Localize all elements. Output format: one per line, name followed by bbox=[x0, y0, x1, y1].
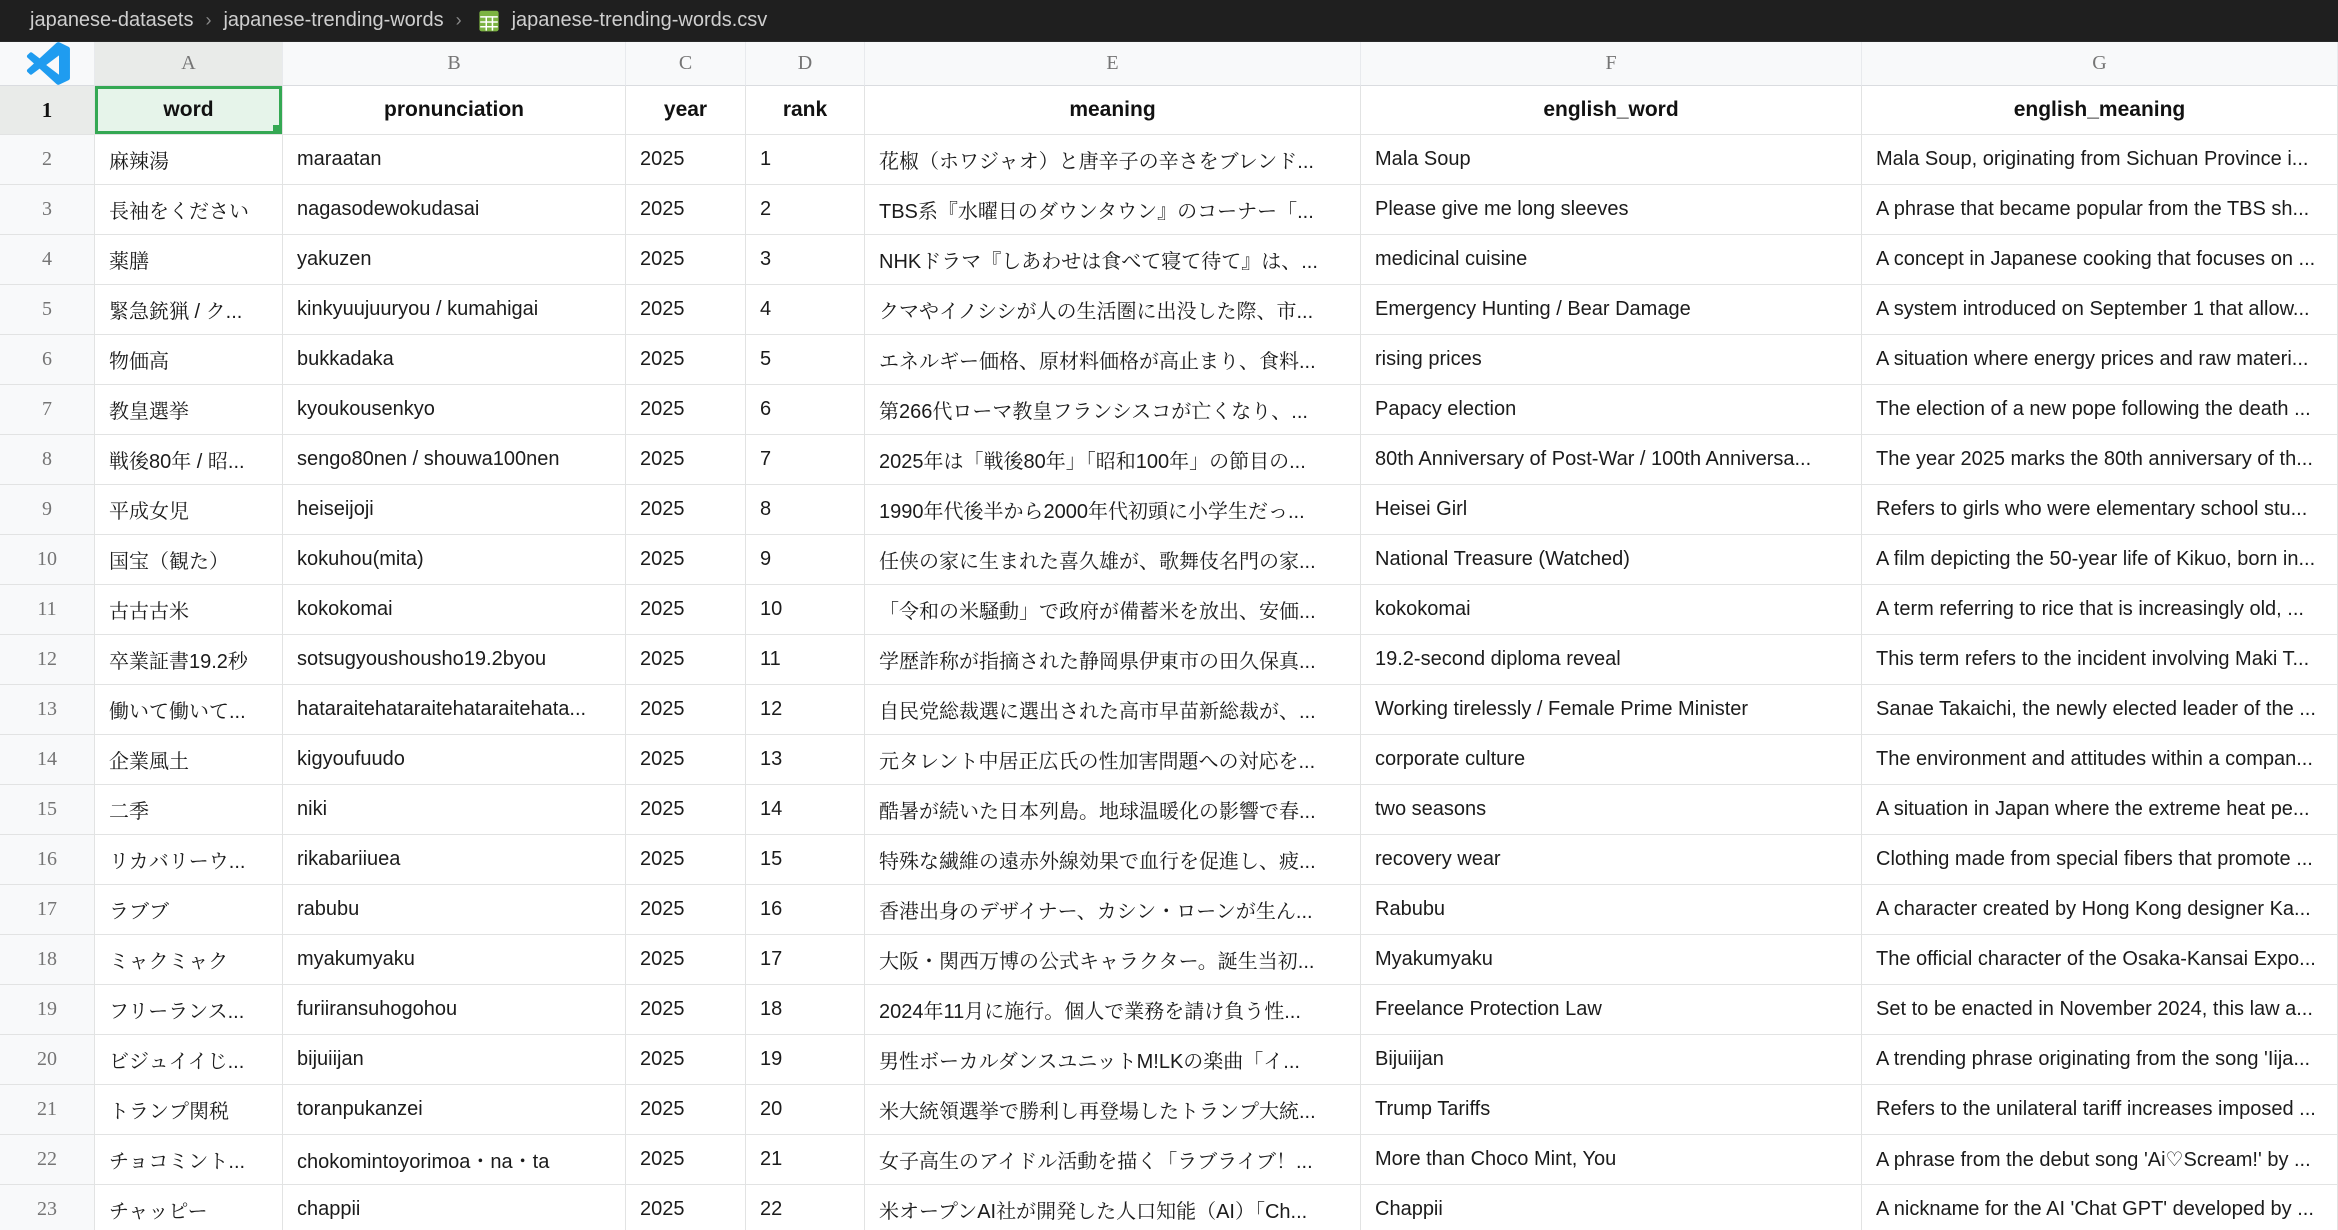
cell-B13[interactable]: hataraitehataraitehataraitehata... bbox=[283, 685, 626, 735]
cell-C2[interactable]: 2025 bbox=[626, 135, 746, 185]
cell-D12[interactable]: 11 bbox=[746, 635, 865, 685]
cell-B3[interactable]: nagasodewokudasai bbox=[283, 185, 626, 235]
cell-F19[interactable]: Freelance Protection Law bbox=[1361, 985, 1862, 1035]
cell-G21[interactable]: Refers to the unilateral tariff increases imposed ... bbox=[1862, 1085, 2338, 1135]
cell-G4[interactable]: A concept in Japanese cooking that focuses on ... bbox=[1862, 235, 2338, 285]
cell-B7[interactable]: kyoukousenkyo bbox=[283, 385, 626, 435]
cell-E13[interactable]: 自民党総裁選に選出された高市早苗新総裁が、... bbox=[865, 685, 1361, 735]
cell-F13[interactable]: Working tirelessly / Female Prime Minister bbox=[1361, 685, 1862, 735]
cell-B23[interactable]: chappii bbox=[283, 1185, 626, 1230]
row-number[interactable]: 4 bbox=[0, 235, 95, 285]
cell-E14[interactable]: 元タレント中居正広氏の性加害問題への対応を... bbox=[865, 735, 1361, 785]
table-row bbox=[0, 535, 2338, 585]
column-letters-row bbox=[0, 42, 2338, 86]
cell-G22[interactable]: A phrase from the debut song 'Ai♡Scream!' by ... bbox=[1862, 1135, 2338, 1185]
cell-E16[interactable]: 特殊な繊維の遠赤外線効果で血行を促進し、疲... bbox=[865, 835, 1361, 885]
row-number[interactable]: 3 bbox=[0, 185, 95, 235]
cell-A20[interactable]: ビジュイイじ... bbox=[95, 1035, 283, 1085]
cell-F20[interactable]: Bijuiijan bbox=[1361, 1035, 1862, 1085]
cell-D15[interactable]: 14 bbox=[746, 785, 865, 835]
spreadsheet-grid bbox=[0, 42, 2338, 1230]
cell-E10[interactable]: 任侠の家に生まれた喜久雄が、歌舞伎名門の家... bbox=[865, 535, 1361, 585]
cell-G20[interactable]: A trending phrase originating from the song 'Iija... bbox=[1862, 1035, 2338, 1085]
cell-C11[interactable]: 2025 bbox=[626, 585, 746, 635]
cell-F12[interactable]: 19.2-second diploma reveal bbox=[1361, 635, 1862, 685]
cell-G7[interactable]: The election of a new pope following the death ... bbox=[1862, 385, 2338, 435]
cell-F2[interactable]: Mala Soup bbox=[1361, 135, 1862, 185]
row-number[interactable]: 19 bbox=[0, 985, 95, 1035]
cell-E2[interactable]: 花椒（ホワジャオ）と唐辛子の辛さをブレンド... bbox=[865, 135, 1361, 185]
cell-E11[interactable]: 「令和の米騒動」で政府が備蓄米を放出、安価... bbox=[865, 585, 1361, 635]
table-row bbox=[0, 285, 2338, 335]
cell-F8[interactable]: 80th Anniversary of Post-War / 100th Anniversa... bbox=[1361, 435, 1862, 485]
row-number[interactable]: 17 bbox=[0, 885, 95, 935]
table-row bbox=[0, 135, 2338, 185]
cell-C9[interactable]: 2025 bbox=[626, 485, 746, 535]
cell-C17[interactable]: 2025 bbox=[626, 885, 746, 935]
cell-B16[interactable]: rikabariiuea bbox=[283, 835, 626, 885]
breadcrumb[interactable] bbox=[30, 8, 767, 34]
cell-E20[interactable]: 男性ボーカルダンスユニットM!LKの楽曲「イ... bbox=[865, 1035, 1361, 1085]
cell-G23[interactable]: A nickname for the AI 'Chat GPT' developed by ... bbox=[1862, 1185, 2338, 1230]
row-number[interactable]: 22 bbox=[0, 1135, 95, 1185]
cell-F23[interactable]: Chappii bbox=[1361, 1185, 1862, 1230]
cell-G6[interactable]: A situation where energy prices and raw materi... bbox=[1862, 335, 2338, 385]
cell-B6[interactable]: bukkadaka bbox=[283, 335, 626, 385]
cell-E17[interactable]: 香港出身のデザイナー、カシン・ローンが生ん... bbox=[865, 885, 1361, 935]
cell-G13[interactable]: Sanae Takaichi, the newly elected leader of the ... bbox=[1862, 685, 2338, 735]
cell-F22[interactable]: More than Choco Mint, You bbox=[1361, 1135, 1862, 1185]
row-number[interactable]: 7 bbox=[0, 385, 95, 435]
cell-C3[interactable]: 2025 bbox=[626, 185, 746, 235]
cell-D10[interactable]: 9 bbox=[746, 535, 865, 585]
column-header-G[interactable]: G bbox=[1862, 42, 2338, 86]
cell-D22[interactable]: 21 bbox=[746, 1135, 865, 1185]
cell-D19[interactable]: 18 bbox=[746, 985, 865, 1035]
cell-C21[interactable]: 2025 bbox=[626, 1085, 746, 1135]
cell-B4[interactable]: yakuzen bbox=[283, 235, 626, 285]
cell-A8[interactable]: 戦後80年 / 昭... bbox=[95, 435, 283, 485]
table-row bbox=[0, 735, 2338, 785]
cell-G15[interactable]: A situation in Japan where the extreme heat pe... bbox=[1862, 785, 2338, 835]
column-header-B[interactable]: B bbox=[283, 42, 626, 86]
cell-F9[interactable]: Heisei Girl bbox=[1361, 485, 1862, 535]
cell-B20[interactable]: bijuiijan bbox=[283, 1035, 626, 1085]
table-row bbox=[0, 335, 2338, 385]
breadcrumb-filename[interactable]: japanese-trending-words.csv bbox=[511, 9, 768, 31]
cell-B11[interactable]: kokokomai bbox=[283, 585, 626, 635]
row-number[interactable]: 10 bbox=[0, 535, 95, 585]
table-row bbox=[0, 885, 2338, 935]
cell-A2[interactable]: 麻辣湯 bbox=[95, 135, 283, 185]
cell-A15[interactable]: 二季 bbox=[95, 785, 283, 835]
cell-E8[interactable]: 2025年は「戦後80年」「昭和100年」の節目の... bbox=[865, 435, 1361, 485]
cell-A14[interactable]: 企業風土 bbox=[95, 735, 283, 785]
cell-D17[interactable]: 16 bbox=[746, 885, 865, 935]
cell-D9[interactable]: 8 bbox=[746, 485, 865, 535]
cell-C1[interactable]: year bbox=[626, 86, 746, 135]
cell-C16[interactable]: 2025 bbox=[626, 835, 746, 885]
cell-B19[interactable]: furiiransuhogohou bbox=[283, 985, 626, 1035]
cell-A11[interactable]: 古古古米 bbox=[95, 585, 283, 635]
cell-F10[interactable]: National Treasure (Watched) bbox=[1361, 535, 1862, 585]
table-row bbox=[0, 985, 2338, 1035]
cell-E15[interactable]: 酷暑が続いた日本列島。地球温暖化の影響で春... bbox=[865, 785, 1361, 835]
table-row bbox=[0, 685, 2338, 735]
cell-B8[interactable]: sengo80nen / shouwa100nen bbox=[283, 435, 626, 485]
cell-E4[interactable]: NHKドラマ『しあわせは食べて寝て待て』は、... bbox=[865, 235, 1361, 285]
cell-F1[interactable]: english_word bbox=[1361, 86, 1862, 135]
row-number[interactable]: 23 bbox=[0, 1185, 95, 1230]
row-number[interactable]: 16 bbox=[0, 835, 95, 885]
cell-E18[interactable]: 大阪・関西万博の公式キャラクター。誕生当初... bbox=[865, 935, 1361, 985]
table-row bbox=[0, 485, 2338, 535]
cell-G14[interactable]: The environment and attitudes within a compan... bbox=[1862, 735, 2338, 785]
cell-A5[interactable]: 緊急銃猟 / ク... bbox=[95, 285, 283, 335]
table-row bbox=[0, 185, 2338, 235]
vscode-logo-icon bbox=[25, 42, 71, 86]
table-row bbox=[0, 1185, 2338, 1230]
cell-B17[interactable]: rabubu bbox=[283, 885, 626, 935]
cell-G3[interactable]: A phrase that became popular from the TBS sh... bbox=[1862, 185, 2338, 235]
cell-C18[interactable]: 2025 bbox=[626, 935, 746, 985]
row-number[interactable]: 14 bbox=[0, 735, 95, 785]
cell-F6[interactable]: rising prices bbox=[1361, 335, 1862, 385]
breadcrumb-separator: › bbox=[205, 10, 212, 30]
cell-G2[interactable]: Mala Soup, originating from Sichuan Province i... bbox=[1862, 135, 2338, 185]
table-row bbox=[0, 1135, 2338, 1185]
table-row bbox=[0, 86, 2338, 135]
cell-C13[interactable]: 2025 bbox=[626, 685, 746, 735]
cell-D5[interactable]: 4 bbox=[746, 285, 865, 335]
cell-C20[interactable]: 2025 bbox=[626, 1035, 746, 1085]
grid-body bbox=[0, 86, 2338, 1230]
cell-F14[interactable]: corporate culture bbox=[1361, 735, 1862, 785]
cell-B14[interactable]: kigyoufuudo bbox=[283, 735, 626, 785]
cell-A4[interactable]: 薬膳 bbox=[95, 235, 283, 285]
table-row bbox=[0, 785, 2338, 835]
cell-F11[interactable]: kokokomai bbox=[1361, 585, 1862, 635]
table-row bbox=[0, 585, 2338, 635]
cell-D21[interactable]: 20 bbox=[746, 1085, 865, 1135]
cell-A23[interactable]: チャッピー bbox=[95, 1185, 283, 1230]
cell-A22[interactable]: チョコミント... bbox=[95, 1135, 283, 1185]
cell-G18[interactable]: The official character of the Osaka-Kansai Expo... bbox=[1862, 935, 2338, 985]
row-number[interactable]: 13 bbox=[0, 685, 95, 735]
row-number[interactable]: 12 bbox=[0, 635, 95, 685]
cell-C19[interactable]: 2025 bbox=[626, 985, 746, 1035]
cell-B1[interactable]: pronunciation bbox=[283, 86, 626, 135]
cell-B22[interactable]: chokomintoyorimoa・na・ta bbox=[283, 1135, 626, 1185]
cell-E19[interactable]: 2024年11月に施行。個人で業務を請け負う性... bbox=[865, 985, 1361, 1035]
cell-D2[interactable]: 1 bbox=[746, 135, 865, 185]
cell-A13[interactable]: 働いて働いて... bbox=[95, 685, 283, 735]
cell-C15[interactable]: 2025 bbox=[626, 785, 746, 835]
row-number[interactable]: 18 bbox=[0, 935, 95, 985]
row-number[interactable]: 2 bbox=[0, 135, 95, 185]
cell-D7[interactable]: 6 bbox=[746, 385, 865, 435]
breadcrumb-separator: › bbox=[455, 10, 462, 30]
cell-E6[interactable]: エネルギー価格、原材料価格が高止まり、食料... bbox=[865, 335, 1361, 385]
breadcrumb-subfolder[interactable]: japanese-trending-words bbox=[223, 9, 444, 31]
cell-G16[interactable]: Clothing made from special fibers that promote ... bbox=[1862, 835, 2338, 885]
cell-C4[interactable]: 2025 bbox=[626, 235, 746, 285]
column-header-C[interactable]: C bbox=[626, 42, 746, 86]
cell-C23[interactable]: 2025 bbox=[626, 1185, 746, 1230]
cell-F7[interactable]: Papacy election bbox=[1361, 385, 1862, 435]
cell-G12[interactable]: This term refers to the incident involving Maki T... bbox=[1862, 635, 2338, 685]
select-all-corner[interactable] bbox=[0, 42, 95, 86]
cell-A6[interactable]: 物価高 bbox=[95, 335, 283, 385]
cell-A18[interactable]: ミャクミャク bbox=[95, 935, 283, 985]
cell-B9[interactable]: heiseijoji bbox=[283, 485, 626, 535]
cell-A1[interactable]: word bbox=[95, 86, 283, 135]
cell-E9[interactable]: 1990年代後半から2000年代初頭に小学生だっ... bbox=[865, 485, 1361, 535]
cell-F18[interactable]: Myakumyaku bbox=[1361, 935, 1862, 985]
cell-D16[interactable]: 15 bbox=[746, 835, 865, 885]
cell-F21[interactable]: Trump Tariffs bbox=[1361, 1085, 1862, 1135]
cell-D6[interactable]: 5 bbox=[746, 335, 865, 385]
table-row bbox=[0, 1085, 2338, 1135]
cell-G8[interactable]: The year 2025 marks the 80th anniversary of th... bbox=[1862, 435, 2338, 485]
cell-G17[interactable]: A character created by Hong Kong designer Ka... bbox=[1862, 885, 2338, 935]
cell-B10[interactable]: kokuhou(mita) bbox=[283, 535, 626, 585]
cell-A12[interactable]: 卒業証書19.2秒 bbox=[95, 635, 283, 685]
csv-file-icon bbox=[478, 8, 500, 34]
column-header-D[interactable]: D bbox=[746, 42, 865, 86]
cell-E23[interactable]: 米オープンAI社が開発した人口知能（AI）「Ch... bbox=[865, 1185, 1361, 1230]
title-bar bbox=[0, 0, 2338, 42]
cell-C22[interactable]: 2025 bbox=[626, 1135, 746, 1185]
fill-handle[interactable] bbox=[273, 125, 282, 134]
row-number[interactable]: 15 bbox=[0, 785, 95, 835]
cell-D4[interactable]: 3 bbox=[746, 235, 865, 285]
cell-C8[interactable]: 2025 bbox=[626, 435, 746, 485]
cell-A21[interactable]: トランプ関税 bbox=[95, 1085, 283, 1135]
column-header-F[interactable]: F bbox=[1361, 42, 1862, 86]
cell-A16[interactable]: リカバリーウ... bbox=[95, 835, 283, 885]
cell-G9[interactable]: Refers to girls who were elementary school stu... bbox=[1862, 485, 2338, 535]
cell-B12[interactable]: sotsugyoushousho19.2byou bbox=[283, 635, 626, 685]
cell-C7[interactable]: 2025 bbox=[626, 385, 746, 435]
cell-B2[interactable]: maraatan bbox=[283, 135, 626, 185]
cell-F3[interactable]: Please give me long sleeves bbox=[1361, 185, 1862, 235]
cell-B18[interactable]: myakumyaku bbox=[283, 935, 626, 985]
cell-F16[interactable]: recovery wear bbox=[1361, 835, 1862, 885]
cell-E3[interactable]: TBS系『水曜日のダウンタウン』のコーナー「... bbox=[865, 185, 1361, 235]
cell-D11[interactable]: 10 bbox=[746, 585, 865, 635]
cell-E12[interactable]: 学歴詐称が指摘された静岡県伊東市の田久保真... bbox=[865, 635, 1361, 685]
cell-A7[interactable]: 教皇選挙 bbox=[95, 385, 283, 435]
cell-E7[interactable]: 第266代ローマ教皇フランシスコが亡くなり、... bbox=[865, 385, 1361, 435]
cell-G1[interactable]: english_meaning bbox=[1862, 86, 2338, 135]
cell-G11[interactable]: A term referring to rice that is increasingly old, ... bbox=[1862, 585, 2338, 635]
breadcrumb-folder[interactable]: japanese-datasets bbox=[30, 9, 194, 31]
cell-C14[interactable]: 2025 bbox=[626, 735, 746, 785]
cell-C6[interactable]: 2025 bbox=[626, 335, 746, 385]
cell-D20[interactable]: 19 bbox=[746, 1035, 865, 1085]
cell-D13[interactable]: 12 bbox=[746, 685, 865, 735]
column-header-E[interactable]: E bbox=[865, 42, 1361, 86]
cell-D1[interactable]: rank bbox=[746, 86, 865, 135]
table-row bbox=[0, 835, 2338, 885]
cell-G19[interactable]: Set to be enacted in November 2024, this law a... bbox=[1862, 985, 2338, 1035]
cell-B15[interactable]: niki bbox=[283, 785, 626, 835]
cell-D3[interactable]: 2 bbox=[746, 185, 865, 235]
row-number[interactable]: 11 bbox=[0, 585, 95, 635]
column-header-A[interactable]: A bbox=[95, 42, 283, 86]
row-number[interactable]: 21 bbox=[0, 1085, 95, 1135]
cell-A19[interactable]: フリーランス... bbox=[95, 985, 283, 1035]
cell-F5[interactable]: Emergency Hunting / Bear Damage bbox=[1361, 285, 1862, 335]
row-number[interactable]: 6 bbox=[0, 335, 95, 385]
cell-C10[interactable]: 2025 bbox=[626, 535, 746, 585]
cell-E22[interactable]: 女子高生のアイドル活動を描く「ラブライブ！... bbox=[865, 1135, 1361, 1185]
row-number[interactable]: 5 bbox=[0, 285, 95, 335]
cell-E1[interactable]: meaning bbox=[865, 86, 1361, 135]
cell-E5[interactable]: クマやイノシシが人の生活圏に出没した際、市... bbox=[865, 285, 1361, 335]
table-row bbox=[0, 435, 2338, 485]
cell-E21[interactable]: 米大統領選挙で勝利し再登場したトランプ大統... bbox=[865, 1085, 1361, 1135]
table-row bbox=[0, 385, 2338, 435]
cell-F4[interactable]: medicinal cuisine bbox=[1361, 235, 1862, 285]
cell-D8[interactable]: 7 bbox=[746, 435, 865, 485]
table-row bbox=[0, 1035, 2338, 1085]
cell-D18[interactable]: 17 bbox=[746, 935, 865, 985]
row-number[interactable]: 20 bbox=[0, 1035, 95, 1085]
cell-A17[interactable]: ラブブ bbox=[95, 885, 283, 935]
row-number[interactable]: 8 bbox=[0, 435, 95, 485]
cell-A9[interactable]: 平成女児 bbox=[95, 485, 283, 535]
cell-B21[interactable]: toranpukanzei bbox=[283, 1085, 626, 1135]
cell-A10[interactable]: 国宝（観た） bbox=[95, 535, 283, 585]
cell-G5[interactable]: A system introduced on September 1 that allow... bbox=[1862, 285, 2338, 335]
cell-D14[interactable]: 13 bbox=[746, 735, 865, 785]
cell-F17[interactable]: Rabubu bbox=[1361, 885, 1862, 935]
row-number[interactable]: 1 bbox=[0, 86, 95, 135]
row-number[interactable]: 9 bbox=[0, 485, 95, 535]
table-row bbox=[0, 635, 2338, 685]
cell-C5[interactable]: 2025 bbox=[626, 285, 746, 335]
cell-D23[interactable]: 22 bbox=[746, 1185, 865, 1230]
cell-F15[interactable]: two seasons bbox=[1361, 785, 1862, 835]
cell-B5[interactable]: kinkyuujuuryou / kumahigai bbox=[283, 285, 626, 335]
table-row bbox=[0, 235, 2338, 285]
cell-G10[interactable]: A film depicting the 50-year life of Kikuo, born in... bbox=[1862, 535, 2338, 585]
cell-A3[interactable]: 長袖をください bbox=[95, 185, 283, 235]
cell-C12[interactable]: 2025 bbox=[626, 635, 746, 685]
table-row bbox=[0, 935, 2338, 985]
